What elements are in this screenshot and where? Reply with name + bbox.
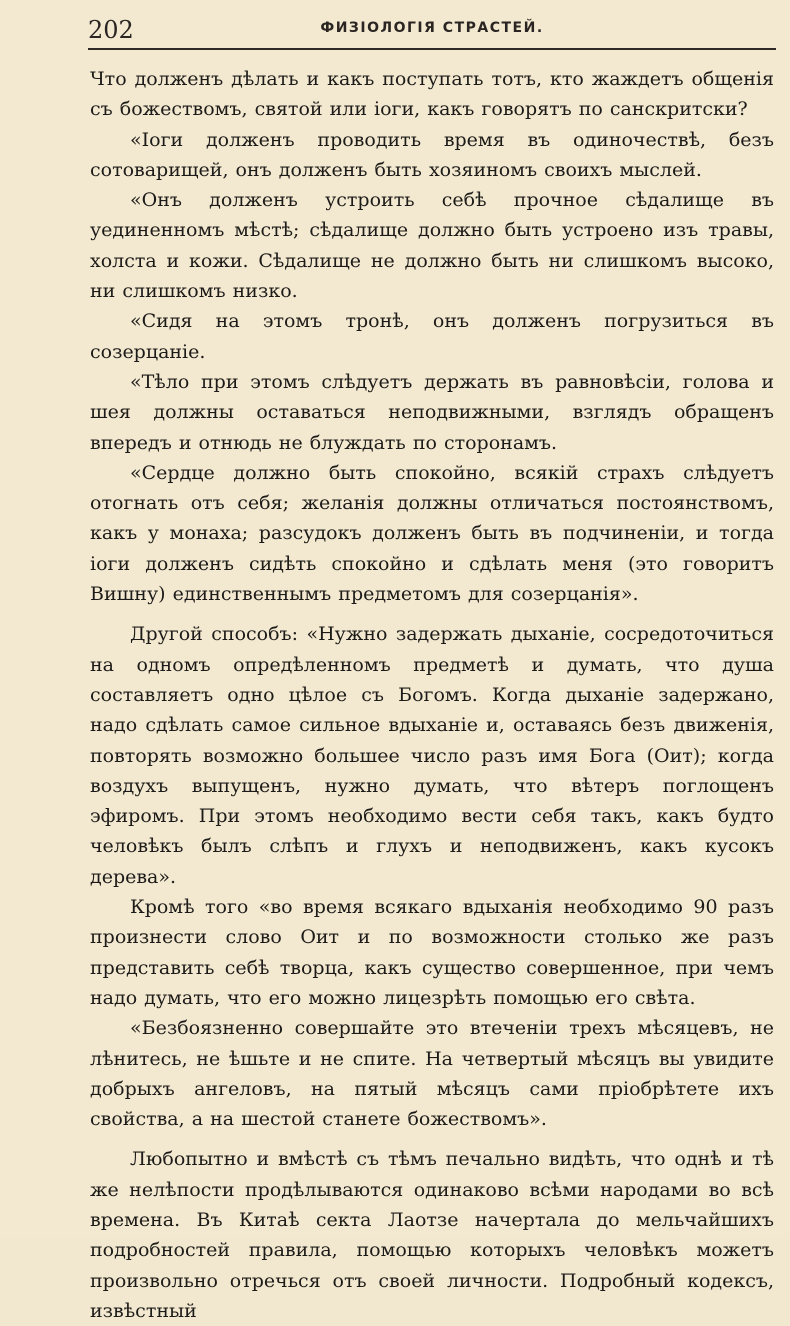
paragraph-4: «Сидя на этомъ тронѣ, онъ долженъ погрузиться въ созерцанiе. [90, 310, 774, 363]
paragraph-6: «Сердце должно быть спокойно, всякiй страхъ слѣдуетъ отогнать отъ себя; желанiя должны отличаться постоянствомъ, какъ у монаха; разсудокъ долженъ быть въ подчиненiи, и тогда iоги долженъ сидѣть спокойно и сдѣлать меня (это говоритъ Вишну) единственнымъ предметомъ для созерцанiя». [90, 461, 774, 606]
header-rule [88, 48, 776, 50]
page-number: 202 [88, 16, 134, 44]
paragraph-5: «Тѣло при этомъ слѣдуетъ держать въ равновѣсiи, голова и шея должны оставаться неподвижными, взглядъ обращенъ впередъ и отнюдь не блуждать по сторонамъ. [90, 370, 774, 454]
page-header [88, 16, 776, 44]
body-text [90, 64, 774, 1326]
paragraph-1: Что долженъ дѣлать и какъ поступать тотъ, кто жаждетъ общенiя съ божествомъ, святой или iоги, какъ говорятъ по санскритски? [90, 68, 774, 121]
paragraph-3: «Онъ долженъ устроить себѣ прочное сѣдалище въ уединенномъ мѣстѣ; сѣдалище должно быть устроено изъ травы, холста и кожи. Сѣдалище не должно быть ни слишкомъ высоко, ни слишкомъ низко. [90, 189, 774, 303]
running-title: ФИЗIОЛОГIЯ СТРАСТЕЙ. [320, 20, 544, 36]
paragraph-10: Любопытно и вмѣстѣ съ тѣмъ печально видѣть, что однѣ и тѣ же нелѣпости продѣлываются одинаково всѣми народами во всѣ времена. Въ Китаѣ секта Лаотзе начертала до мельчайшихъ подробностей правила, помощью которыхъ человѣкъ можетъ произвольно отречься отъ своей личности. Подробный кодексъ, извѣстный [90, 1148, 774, 1322]
paragraph-2: «Iоги долженъ проводить время въ одиночествѣ, безъ сотоварищей, онъ долженъ быть хозяиномъ своихъ мыслей. [90, 128, 774, 181]
paragraph-7: Другой способъ: «Нужно задержать дыханiе, сосредоточиться на одномъ опредѣленномъ предметѣ и думать, что душа составляетъ одно цѣлое съ Богомъ. Когда дыханiе задержано, надо сдѣлать самое сильное вдыханiе и, оставаясь безъ движенiя, повторять возможно большее число разъ имя Бога (Оит); когда воздухъ выпущенъ, нужно думать, что вѣтеръ поглощенъ эфиромъ. При этомъ необходимо вести себя такъ, какъ будто человѣкъ былъ слѣпъ и глухъ и неподвиженъ, какъ кусокъ дерева». [90, 623, 774, 888]
paragraph-9: «Безбоязненно совершайте это втеченiи трехъ мѣсяцевъ, не лѣнитесь, не ѣшьте и не спите. На четвертый мѣсяцъ вы увидите добрыхъ ангеловъ, на пятый мѣсяцъ сами прiобрѣтете ихъ свойства, а на шестой станете божествомъ». [90, 1017, 774, 1131]
paragraph-8: Кромѣ того «во время всякаго вдыханiя необходимо 90 разъ произнести слово Оит и по возможности столько же разъ представить себѣ творца, какъ существо совершенное, при чемъ надо думать, что его можно лицезрѣть помощью его свѣта. [90, 896, 774, 1009]
